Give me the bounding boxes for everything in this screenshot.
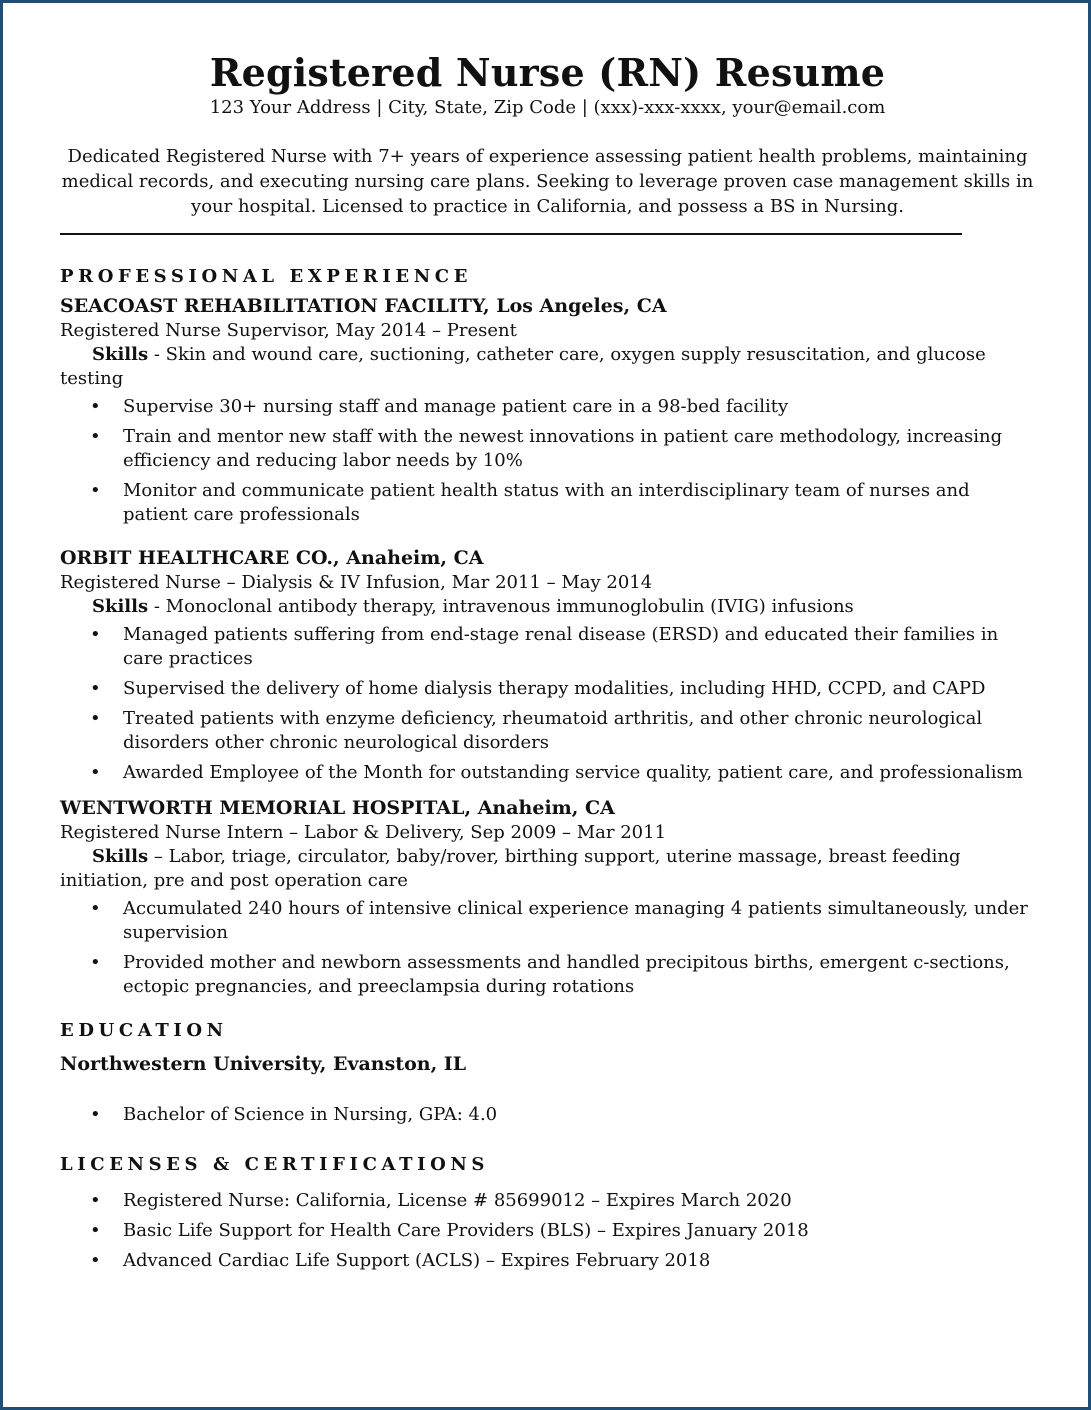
list-item-text: Provided mother and newborn assessments and handled precipitous births, emergent c-sections, ectopic pregnancies, and preeclampsia during rotations [123, 952, 1010, 997]
list-item [60, 897, 1035, 945]
bullet-icon: • [90, 1190, 101, 1211]
bullet-icon: • [90, 952, 101, 973]
list-item-text: Accumulated 240 hours of intensive clinical experience managing 4 patients simultaneously, under supervision [123, 898, 1028, 943]
list-item-text: Managed patients suffering from end-stage renal disease (ERSD) and educated their families in care practices [123, 624, 999, 669]
skills-label: Skills [92, 596, 149, 617]
list-item [60, 425, 1035, 473]
job-role: Registered Nurse – Dialysis & IV Infusion, Mar 2011 – May 2014 [60, 572, 653, 593]
list-item [60, 677, 1035, 701]
bullet-icon: • [90, 898, 101, 919]
bullet-icon: • [90, 678, 101, 699]
list-item [60, 1103, 1035, 1127]
education-school: Northwestern University, Evanston, IL [60, 1053, 467, 1075]
bullet-icon: • [90, 762, 101, 783]
list-item [60, 1219, 1035, 1243]
list-item-text: Advanced Cardiac Life Support (ACLS) – Expires February 2018 [123, 1250, 711, 1271]
job-skills [60, 343, 1035, 391]
skills-text: - Monoclonal antibody therapy, intravenous immunoglobulin (IVIG) infusions [148, 596, 854, 617]
bullet-icon: • [90, 396, 101, 417]
job-organization: SEACOAST REHABILITATION FACILITY, Los Angeles, CA [60, 295, 667, 317]
job-bullets [60, 395, 1035, 527]
summary-paragraph: Dedicated Registered Nurse with 7+ years of experience assessing patient health problems, maintaining medical records, and executing nursing care plans. Seeking to leverage proven case management skills in your hospital. Licensed to practice in California, and possess a BS in Nursing. [61, 146, 1034, 217]
list-item [60, 951, 1035, 999]
skills-label: Skills [92, 846, 149, 867]
list-item [60, 761, 1035, 785]
job-entry [60, 795, 1035, 999]
bullet-icon: • [90, 426, 101, 447]
list-item-text: Bachelor of Science in Nursing, GPA: 4.0 [123, 1104, 498, 1125]
section-heading-licenses: LICENSES & CERTIFICATIONS [60, 1154, 490, 1175]
job-role: Registered Nurse Supervisor, May 2014 – Present [60, 320, 517, 341]
job-skills [60, 595, 1035, 619]
list-item-text: Registered Nurse: California, License # 85699012 – Expires March 2020 [123, 1190, 792, 1211]
bullet-icon: • [90, 1220, 101, 1241]
job-bullets [60, 897, 1035, 999]
skills-label: Skills [92, 344, 149, 365]
list-item [60, 479, 1035, 527]
list-item [60, 1249, 1035, 1273]
bullet-icon: • [90, 708, 101, 729]
list-item-text: Monitor and communicate patient health status with an interdisciplinary team of nurses and patient care professionals [123, 480, 970, 525]
job-entry [60, 293, 1035, 527]
header-divider [60, 233, 962, 235]
section-heading-experience: PROFESSIONAL EXPERIENCE [60, 266, 473, 287]
job-role: Registered Nurse Intern – Labor & Delivery, Sep 2009 – Mar 2011 [60, 822, 667, 843]
list-item [60, 1189, 1035, 1213]
bullet-icon: • [90, 624, 101, 645]
job-organization: ORBIT HEALTHCARE CO., Anaheim, CA [60, 547, 484, 569]
bullet-icon: • [90, 1104, 101, 1125]
list-item-text: Treated patients with enzyme deficiency, rheumatoid arthritis, and other chronic neurological disorders other chronic neurological disorders [123, 708, 983, 753]
licenses-bullets [60, 1189, 1035, 1273]
contact-line: 123 Your Address | City, State, Zip Code | (xxx)-xxx-xxxx, your@email.com [209, 97, 886, 118]
list-item-text: Supervise 30+ nursing staff and manage patient care in a 98-bed facility [123, 396, 789, 417]
list-item-text: Supervised the delivery of home dialysis therapy modalities, including HHD, CCPD, and CAPD [123, 678, 986, 699]
education-bullets [60, 1103, 1035, 1127]
resume-document [60, 50, 1035, 1279]
job-organization: WENTWORTH MEMORIAL HOSPITAL, Anaheim, CA [60, 797, 615, 819]
job-bullets [60, 623, 1035, 785]
job-entry [60, 545, 1035, 785]
resume-title: Registered Nurse (RN) Resume [209, 50, 886, 95]
section-heading-education: EDUCATION [60, 1020, 228, 1041]
list-item [60, 707, 1035, 755]
list-item [60, 395, 1035, 419]
bullet-icon: • [90, 1250, 101, 1271]
skills-text: - Skin and wound care, suctioning, catheter care, oxygen supply resuscitation, and glucose testing [60, 344, 986, 389]
skills-text: – Labor, triage, circulator, baby/rover, birthing support, uterine massage, breast feeding initiation, pre and post operation care [60, 846, 961, 891]
list-item-text: Train and mentor new staff with the newest innovations in patient care methodology, increasing efficiency and reducing labor needs by 10% [123, 426, 1003, 471]
bullet-icon: • [90, 480, 101, 501]
list-item-text: Basic Life Support for Health Care Providers (BLS) – Expires January 2018 [123, 1220, 809, 1241]
list-item-text: Awarded Employee of the Month for outstanding service quality, patient care, and professionalism [123, 762, 1023, 783]
job-skills [60, 845, 1035, 893]
list-item [60, 623, 1035, 671]
